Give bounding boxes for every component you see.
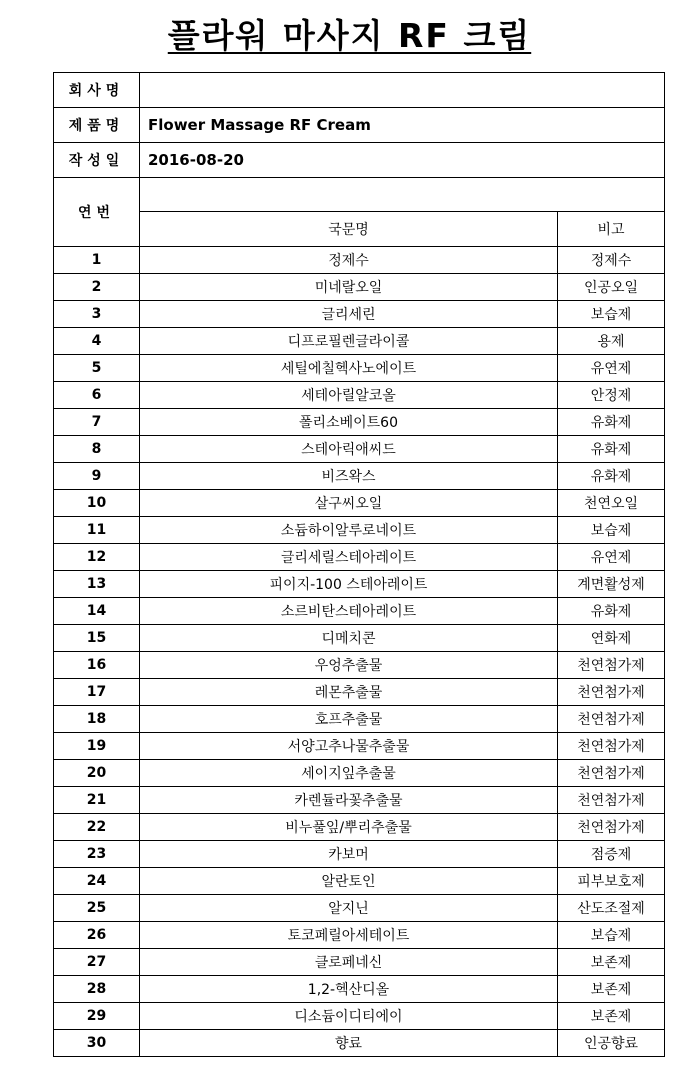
row-note: 유화제 [558,436,665,463]
row-note: 점증제 [558,841,665,868]
row-number: 9 [54,463,140,490]
table-row [54,652,665,679]
company-label: 회사명 [54,73,140,108]
table-row [54,814,665,841]
row-note: 유연제 [558,355,665,382]
row-note: 보존제 [558,949,665,976]
row-ingredient-name: 세틸에칠헥사노에이트 [140,355,558,382]
row-note: 보존제 [558,976,665,1003]
row-note: 유화제 [558,463,665,490]
table-row [54,1030,665,1057]
table-row [54,571,665,598]
row-note: 계면활성제 [558,571,665,598]
table-row [54,841,665,868]
date-label: 작성일 [54,143,140,178]
table-row [54,787,665,814]
row-ingredient-name: 비누풀잎/뿌리추출물 [140,814,558,841]
row-note: 보존제 [558,1003,665,1030]
row-ingredient-name: 우엉추출물 [140,652,558,679]
row-number: 21 [54,787,140,814]
table-row [54,544,665,571]
row-number: 4 [54,328,140,355]
row-number: 19 [54,733,140,760]
row-number: 22 [54,814,140,841]
row-number: 29 [54,1003,140,1030]
table-row [54,895,665,922]
column-header-name: 국문명 [140,212,558,247]
table-row [54,355,665,382]
row-number: 11 [54,517,140,544]
ingredient-table [53,72,665,1057]
row-ingredient-name: 카보머 [140,841,558,868]
table-row [54,382,665,409]
row-ingredient-name: 디소듐이디티에이 [140,1003,558,1030]
row-ingredient-name: 소듐하이알루로네이트 [140,517,558,544]
company-row [54,73,665,108]
row-note: 유화제 [558,409,665,436]
row-number: 20 [54,760,140,787]
row-ingredient-name: 디메치콘 [140,625,558,652]
row-note: 유연제 [558,544,665,571]
row-ingredient-name: 폴리소베이트60 [140,409,558,436]
row-note: 천연첨가제 [558,706,665,733]
row-note: 피부보호제 [558,868,665,895]
table-row [54,949,665,976]
table-row [54,1003,665,1030]
serial-header-row [54,178,665,212]
row-note: 유화제 [558,598,665,625]
table-row [54,490,665,517]
row-ingredient-name: 토코페릴아세테이트 [140,922,558,949]
row-number: 30 [54,1030,140,1057]
product-value: Flower Massage RF Cream [140,108,665,143]
row-note: 천연첨가제 [558,760,665,787]
row-note: 천연첨가제 [558,787,665,814]
row-ingredient-name: 향료 [140,1030,558,1057]
column-header-row [54,212,665,247]
row-number: 6 [54,382,140,409]
table-row [54,679,665,706]
row-number: 23 [54,841,140,868]
document-title [0,10,699,57]
table-row [54,706,665,733]
table-row [54,517,665,544]
row-note: 인공향료 [558,1030,665,1057]
row-number: 12 [54,544,140,571]
column-header-note: 비고 [558,212,665,247]
row-note: 용제 [558,328,665,355]
row-ingredient-name: 글리세린 [140,301,558,328]
row-note: 천연첨가제 [558,733,665,760]
row-ingredient-name: 클로페네신 [140,949,558,976]
row-number: 7 [54,409,140,436]
table-row [54,868,665,895]
row-note: 천연오일 [558,490,665,517]
date-row [54,143,665,178]
table-row [54,760,665,787]
serial-label: 연번 [54,178,140,247]
row-note: 천연첨가제 [558,814,665,841]
table-row [54,463,665,490]
table-row [54,598,665,625]
row-number: 13 [54,571,140,598]
row-note: 보습제 [558,301,665,328]
row-ingredient-name: 서양고추나물추출물 [140,733,558,760]
row-ingredient-name: 정제수 [140,247,558,274]
company-value [140,73,665,108]
row-ingredient-name: 스테아릭애씨드 [140,436,558,463]
table-row [54,409,665,436]
row-ingredient-name: 1,2-헥산디올 [140,976,558,1003]
row-number: 16 [54,652,140,679]
row-note: 산도조절제 [558,895,665,922]
row-number: 5 [54,355,140,382]
table-row [54,301,665,328]
row-note: 천연첨가제 [558,679,665,706]
row-number: 25 [54,895,140,922]
row-note: 안정제 [558,382,665,409]
row-ingredient-name: 미네랄오일 [140,274,558,301]
row-ingredient-name: 살구씨오일 [140,490,558,517]
row-number: 8 [54,436,140,463]
row-number: 10 [54,490,140,517]
row-ingredient-name: 세이지잎추출물 [140,760,558,787]
row-ingredient-name: 소르비탄스테아레이트 [140,598,558,625]
row-note: 인공오일 [558,274,665,301]
row-number: 26 [54,922,140,949]
row-number: 14 [54,598,140,625]
table-row [54,436,665,463]
row-number: 2 [54,274,140,301]
row-note: 정제수 [558,247,665,274]
row-note: 보습제 [558,922,665,949]
row-number: 1 [54,247,140,274]
table-row [54,733,665,760]
table-row [54,922,665,949]
row-number: 28 [54,976,140,1003]
row-ingredient-name: 세테아릴알코올 [140,382,558,409]
product-row [54,108,665,143]
row-ingredient-name: 글리세릴스테아레이트 [140,544,558,571]
row-number: 3 [54,301,140,328]
row-note: 보습제 [558,517,665,544]
row-number: 24 [54,868,140,895]
table-row [54,625,665,652]
date-value: 2016-08-20 [140,143,665,178]
table-row [54,976,665,1003]
row-ingredient-name: 비즈왁스 [140,463,558,490]
row-ingredient-name: 알란토인 [140,868,558,895]
row-number: 18 [54,706,140,733]
blank-header-cell [140,178,665,212]
table-row [54,328,665,355]
product-label: 제품명 [54,108,140,143]
row-ingredient-name: 디프로필렌글라이콜 [140,328,558,355]
row-number: 15 [54,625,140,652]
row-ingredient-name: 카렌듈라꽃추출물 [140,787,558,814]
row-ingredient-name: 호프추출물 [140,706,558,733]
row-ingredient-name: 레몬추출물 [140,679,558,706]
row-ingredient-name: 알지닌 [140,895,558,922]
table-row [54,247,665,274]
row-ingredient-name: 피이지-100 스테아레이트 [140,571,558,598]
row-note: 연화제 [558,625,665,652]
row-number: 17 [54,679,140,706]
document-title-text: 플라워 마사지 RF 크림 [167,16,532,55]
row-number: 27 [54,949,140,976]
row-note: 천연첨가제 [558,652,665,679]
table-row [54,274,665,301]
